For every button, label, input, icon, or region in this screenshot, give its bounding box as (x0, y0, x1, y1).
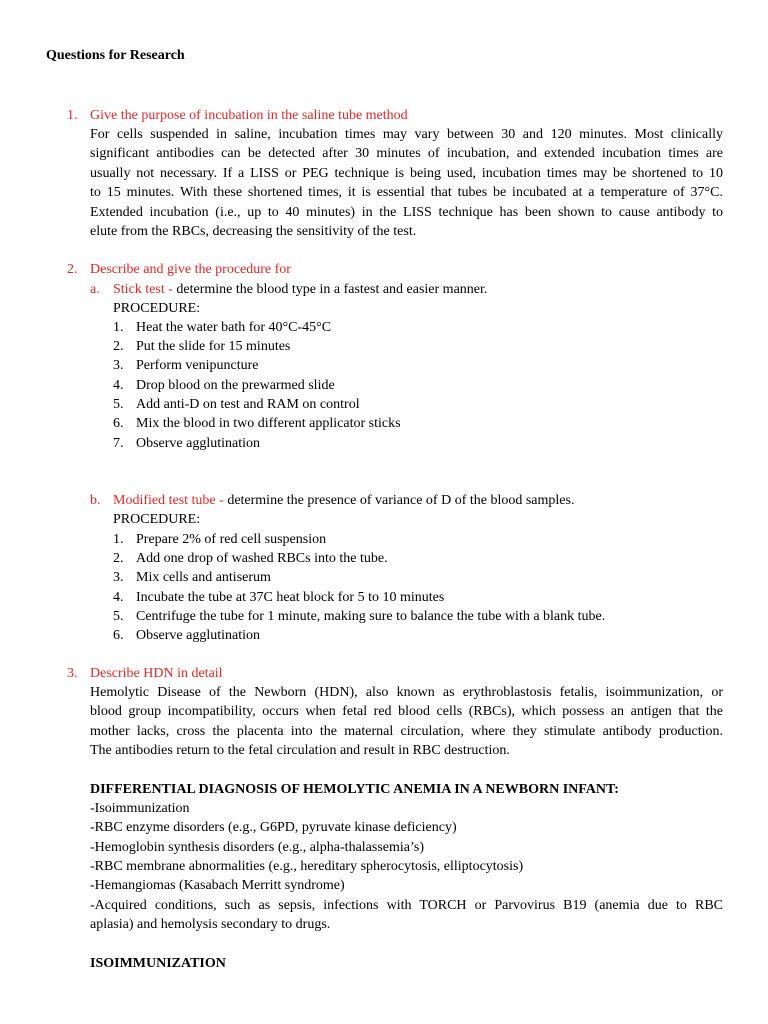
step-text: Prepare 2% of red cell suspension (136, 532, 327, 547)
step-number: 3. (113, 570, 124, 585)
question-1-text: Give the purpose of incubation in the saline tube method (90, 108, 408, 123)
answer-3-line: The antibodies return to the fetal circulation and result in RBC destruction. (90, 743, 510, 759)
differential-item-line: aplasia) and hemolysis secondary to drugs. (90, 917, 331, 933)
step-number: 2. (113, 551, 124, 566)
procedure-a-label: PROCEDURE: (113, 301, 201, 316)
step-number: 5. (113, 397, 124, 412)
subquestion-b (90, 491, 575, 510)
differential-item: -Isoimmunization (90, 801, 190, 816)
step-text: Perform venipuncture (136, 358, 259, 373)
subquestion-b-line (113, 491, 574, 510)
step-text: Add one drop of washed RBCs into the tube. (136, 551, 388, 566)
differential-item: -RBC membrane abnormalities (e.g., hereditary spherocytosis, elliptocytosis) (90, 859, 524, 874)
answer-1-line: significant antibodies can be detected after 30 minutes of incubation, and extended incubation times are (90, 146, 723, 162)
answer-1 (90, 125, 723, 241)
differential-diagnosis-heading: DIFFERENTIAL DIAGNOSIS OF HEMOLYTIC ANEMIA IN A NEWBORN INFANT: (90, 782, 619, 797)
subquestion-b-desc: determine the presence of variance of D of the blood samples. (223, 493, 575, 508)
answer-1-line: usually not necessary. If a LISS or PEG technique is being used, incubation times may be shortened to 10 (90, 165, 723, 181)
subquestion-b-letter: b. (90, 493, 101, 508)
step-number: 1. (113, 532, 124, 547)
step-number: 1. (113, 320, 124, 335)
question-1-number: 1. (67, 108, 78, 123)
step-number: 6. (113, 628, 124, 643)
question-2-number: 2. (67, 262, 78, 277)
procedure-b-label: PROCEDURE: (113, 512, 201, 527)
step-text: Put the slide for 15 minutes (136, 339, 291, 354)
step-text: Observe agglutination (136, 628, 261, 643)
answer-1-line: Extended incubation (i.e., up to 40 minutes) in the LISS technique has been shown to cause antibody to (90, 204, 723, 220)
subquestion-a (90, 280, 488, 299)
answer-3-line: Hemolytic Disease of the Newborn (HDN), also known as erythroblastosis fetalis, isoimmunization, or (90, 685, 723, 700)
isoimmunization-heading: ISOIMMUNIZATION (90, 956, 226, 971)
question-3-number: 3. (67, 666, 78, 681)
subquestion-a-letter: a. (90, 282, 100, 297)
answer-1-line: elute from the RBCs, decreasing the sensitivity of the test. (90, 224, 417, 240)
answer-1-line: For cells suspended in saline, incubation times may vary between 30 and 120 minutes. Most clinically (90, 127, 723, 142)
step-text: Incubate the tube at 37C heat block for 5 to 10 minutes (136, 590, 445, 605)
step-text: Heat the water bath for 40°C-45°C (136, 320, 332, 335)
step-text: Add anti-D on test and RAM on control (136, 397, 360, 412)
step-number: 4. (113, 590, 124, 605)
answer-3-line: mother lacks, cross the placenta into the maternal circulation, where they stimulate antibody production. (90, 723, 723, 739)
subquestion-a-name: Stick test - (113, 282, 173, 297)
subquestion-a-desc: determine the blood type in a fastest and easier manner. (172, 282, 488, 297)
answer-3 (90, 683, 723, 761)
differential-item: -Hemangiomas (Kasabach Merritt syndrome) (90, 878, 345, 893)
differential-item: -RBC enzyme disorders (e.g., G6PD, pyruvate kinase deficiency) (90, 820, 457, 835)
step-text: Mix the blood in two different applicator sticks (136, 416, 401, 431)
document-title: Questions for Research (46, 48, 185, 63)
subquestion-b-name: Modified test tube - (113, 493, 224, 508)
question-2-text: Describe and give the procedure for (90, 262, 291, 277)
differential-item-acquired (90, 896, 723, 935)
subquestion-a-line (113, 280, 487, 299)
question-3-text: Describe HDN in detail (90, 666, 223, 681)
step-text: Observe agglutination (136, 436, 261, 451)
step-text: Centrifuge the tube for 1 minute, making sure to balance the tube with a blank tube. (136, 609, 606, 624)
step-number: 4. (113, 378, 124, 393)
differential-item: -Hemoglobin synthesis disorders (e.g., alpha-thalassemia’s) (90, 840, 424, 855)
step-number: 5. (113, 609, 124, 624)
step-number: 6. (113, 416, 124, 431)
step-number: 2. (113, 339, 124, 354)
step-number: 7. (113, 436, 124, 451)
step-text: Drop blood on the prewarmed slide (136, 378, 335, 393)
answer-3-line: blood group incompatibility, occurs when fetal red blood cells (RBCs), which possess an antigen that the (90, 704, 723, 720)
answer-1-line: to 15 minutes. With these shortened times, it is essential that tubes be incubated at a temperature of 37°C. (90, 185, 723, 201)
differential-item-line: -Acquired conditions, such as sepsis, infections with TORCH or Parvovirus B19 (anemia due to RBC (90, 898, 723, 913)
step-number: 3. (113, 358, 124, 373)
step-text: Mix cells and antiserum (136, 570, 271, 585)
